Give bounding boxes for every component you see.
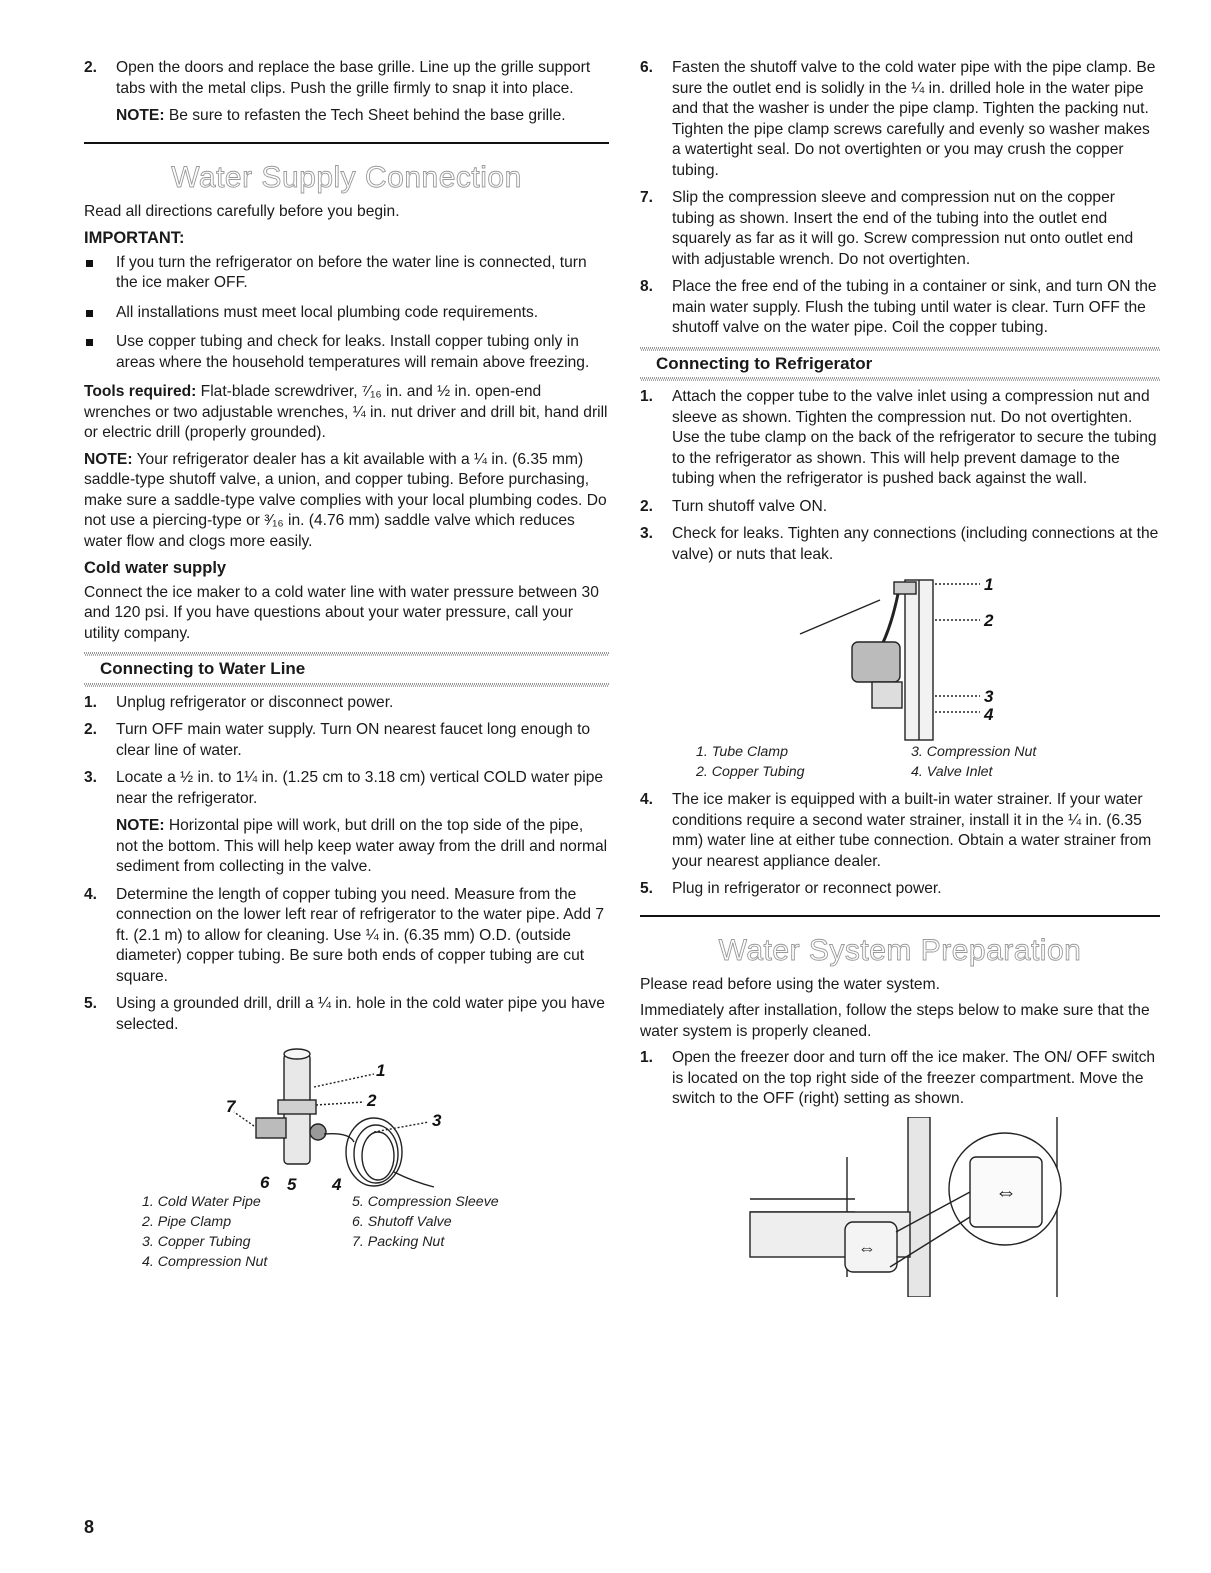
step-text: Using a grounded drill, drill a ¼ in. hole in the cold water pipe you have selected. [116, 995, 605, 1033]
step-item [84, 768, 609, 878]
step-number: 2. [84, 59, 98, 76]
callout-2: 2 [984, 611, 994, 630]
bullet-text: If you turn the refrigerator on before the water line is connected, turn the ice maker OFF. [116, 253, 587, 291]
callout-1: 1 [984, 575, 994, 594]
step-item [640, 879, 1160, 900]
tools-label: Tools required: [84, 383, 197, 400]
step-text: Turn shutoff valve ON. [672, 497, 828, 515]
note [116, 816, 609, 878]
bullet-text: Use copper tubing and check for leaks. Install copper tubing only in areas where the household temperatures will remain above freezing. [116, 333, 590, 371]
callout-7: 7 [226, 1097, 236, 1116]
legend-item: 1. Tube Clamp [696, 744, 788, 760]
bullet-text: All installations must meet local plumbing code requirements. [116, 303, 539, 321]
step-number: 2. [640, 497, 654, 515]
legend-item: 2. Copper Tubing [696, 764, 805, 780]
ice-maker-switch-illustration [640, 1117, 1160, 1297]
bullet-item [84, 303, 609, 324]
bullet-item [84, 332, 609, 373]
step-grille [84, 58, 609, 127]
right-column [640, 58, 1160, 1297]
prep-intro: Please read before using the water system. [640, 975, 940, 993]
switch-arrow-icon: ⇔ [858, 1237, 876, 1258]
subsection-title: Connecting to Refrigerator [656, 353, 873, 373]
step-text: Locate a ½ in. to 1¼ in. (1.25 cm to 3.18 cm) vertical COLD water pipe near the refrigerator. [116, 769, 604, 807]
step-text: Unplug refrigerator or disconnect power. [116, 693, 394, 711]
callout-1: 1 [376, 1061, 386, 1080]
step-item [640, 387, 1160, 490]
step-text: The ice maker is equipped with a built-in water strainer. If your water conditions require a second water strainer, install it in the ¼ in. (6.35 mm) water line at either tube connection. Obtain a water strainer from your nearest appliance dealer. [672, 791, 1152, 870]
step-number: 3. [640, 525, 654, 542]
step-item [84, 994, 609, 1035]
section-divider [640, 915, 1160, 917]
figure-legend [142, 1192, 609, 1272]
step-text: Turn OFF main water supply. Turn ON nearest faucet long enough to clear line of water. [116, 721, 591, 759]
ice-maker-switch-figure [640, 1117, 1160, 1297]
note-label: NOTE: [116, 817, 165, 834]
step-number: 1. [84, 693, 98, 711]
legend-item: 1. Cold Water Pipe [142, 1194, 261, 1210]
legend-item: 3. Compression Nut [911, 744, 1037, 760]
cold-water-heading: Cold water supply [84, 559, 227, 577]
legend-item: 6. Shutoff Valve [352, 1214, 452, 1230]
callout-6: 6 [260, 1173, 270, 1192]
step-text: Place the free end of the tubing in a container or sink, and turn ON the main water supply. Flush the tubing until water is clear. Turn OFF the shutoff valve on the water pipe. Coil the copper tubing. [672, 278, 1157, 336]
step-text: Plug in refrigerator or reconnect power. [672, 880, 942, 897]
legend-item: 2. Pipe Clamp [142, 1214, 232, 1230]
step-number: 4. [640, 791, 654, 808]
cold-water-text: Connect the ice maker to a cold water line with water pressure between 30 and 120 psi. If you have questions about your water pressure, call your utility company. [84, 583, 599, 642]
subsection-connecting-refrigerator [640, 347, 1160, 382]
bullet-item [84, 253, 609, 294]
callout-2: 2 [367, 1091, 377, 1110]
bullet-icon [86, 339, 93, 346]
valve-inlet-illustration [640, 572, 1160, 742]
step-item [640, 1048, 1160, 1110]
subsection-connecting-water-line [84, 652, 609, 687]
legend-item: 5. Compression Sleeve [352, 1194, 499, 1210]
step-text: Open the freezer door and turn off the ice maker. The ON/ OFF switch is located on the top right side of the freezer compartment. Move the switch to the OFF (right) setting as shown. [672, 1049, 1156, 1107]
tube-clamp-shape [894, 582, 916, 594]
subsection-title: Connecting to Water Line [100, 659, 306, 678]
step-number: 8. [640, 278, 654, 295]
note-label: NOTE: [84, 450, 133, 468]
note-text: Horizontal pipe will work, but drill on the top side of the pipe, not the bottom. This will help keep water away from the drill and normal sediment from collecting in the valve. [116, 817, 608, 875]
shutoff-valve-figure [84, 1042, 609, 1272]
step-text: Determine the length of copper tubing you need. Measure from the connection on the lower left rear of refrigerator to the water pipe. Add 7 ft. (2.1 m) to allow for cleaning. Use ¼ in. (6.35 mm) O.D. (outside diameter) copper tubing. Be sure both ends of copper tubing are cut square. [116, 885, 605, 985]
step-number: 5. [84, 995, 98, 1012]
step-item [84, 885, 609, 988]
figure-legend [696, 742, 1160, 782]
step-item [640, 790, 1160, 872]
valve-inlet-figure [640, 572, 1160, 782]
callout-3: 3 [432, 1111, 442, 1130]
step-item [640, 58, 1160, 181]
note-text: Your refrigerator dealer has a kit available with a ¼ in. (6.35 mm) saddle-type shutoff valve, a union, and copper tubing. Before purchasing, make sure a saddle-type valve complies with your local plumbing codes. Do not use a piercing-type or ³⁄₁₆ in. (4.76 mm) saddle valve which reduces water flow and clogs more easily. [84, 450, 607, 550]
legend-item: 7. Packing Nut [352, 1234, 445, 1250]
step-item [640, 277, 1160, 339]
important-heading: IMPORTANT: [84, 229, 185, 247]
shutoff-valve-illustration [84, 1042, 609, 1192]
prep-intro-2: Immediately after installation, follow the steps below to make sure that the water system is properly cleaned. [640, 1002, 1150, 1040]
step-item [640, 497, 1160, 518]
step-item [84, 720, 609, 761]
valve-shape [256, 1118, 286, 1138]
step-text: Fasten the shutoff valve to the cold water pipe with the pipe clamp. Be sure the outlet end is solidly in the ¼ in. drilled hole in the water pipe and that the washer is under the pipe clamp. Tighten the packing nut. Tighten the pipe clamp screws carefully and evenly so washer makes a watertight seal. Do not overtighten or you may crush the copper tubing. [672, 59, 1156, 179]
section-title-water-system: Water System Preparation [718, 933, 1082, 967]
dotted-rule [84, 683, 609, 687]
tools-paragraph [84, 382, 609, 444]
step-number: 2. [84, 721, 98, 738]
bullet-icon [86, 310, 93, 317]
bullet-icon [86, 260, 93, 267]
section-divider [84, 142, 609, 144]
step-text: Open the doors and replace the base grille. Line up the grille support tabs with the metal clips. Push the grille firmly to snap it into place. [116, 59, 591, 97]
switch-toggle-icon: ⇔ [995, 1178, 1017, 1204]
step-text: Check for leaks. Tighten any connections (including connections at the valve) or nuts that leak. [672, 525, 1159, 563]
dotted-rule [640, 377, 1160, 381]
callout-3: 3 [984, 687, 994, 706]
section-title-water-supply: Water Supply Connection [171, 160, 522, 194]
callout-4: 4 [984, 705, 994, 724]
step-number: 5. [640, 880, 654, 897]
step-text: Attach the copper tube to the valve inlet using a compression nut and sleeve as shown. Tighten the compression nut. Do not overtighten. Use the tube clamp on the back of the refrigerator to secure the tubing to the refrigerator as shown. This will help prevent damage to the tubing when the refrigerator is pushed back against the wall. [672, 388, 1157, 487]
clamp-shape [278, 1100, 316, 1114]
left-column [84, 58, 609, 1272]
note-text: Be sure to refasten the Tech Sheet behind the base grille. [164, 107, 566, 124]
valve-body-shape [852, 642, 900, 682]
legend-item: 4. Valve Inlet [911, 764, 993, 780]
step-number: 3. [84, 769, 98, 786]
step-text: Slip the compression sleeve and compression nut on the copper tubing as shown. Insert the end of the tubing into the outlet end squarely as far as it will go. Screw compression nut onto outlet end with adjustable wrench. Do not overtighten. [672, 189, 1134, 268]
note-label: NOTE: [116, 107, 165, 124]
intro-text: Read all directions carefully before you begin. [84, 202, 400, 220]
step-item [84, 693, 609, 714]
step-number: 4. [84, 885, 98, 903]
callout-4: 4 [332, 1175, 342, 1192]
kit-note [84, 450, 609, 553]
step-number: 1. [640, 388, 654, 405]
note [116, 106, 609, 127]
step-number: 1. [640, 1049, 654, 1066]
step-number: 7. [640, 189, 654, 206]
tools-text: Flat-blade screwdriver, ⁷⁄₁₆ in. and ½ in. open-end wrenches or two adjustable wrenches, ¼ in. nut driver and drill bit, hand drill or electric drill (properly grounded). [84, 383, 608, 441]
legend-item: 4. Compression Nut [142, 1254, 268, 1270]
step-number: 6. [640, 59, 654, 76]
step-item [640, 524, 1160, 565]
step-item [640, 188, 1160, 270]
callout-5: 5 [287, 1175, 297, 1192]
legend-item: 3. Copper Tubing [142, 1234, 251, 1250]
page-number: 8 [84, 1517, 95, 1537]
